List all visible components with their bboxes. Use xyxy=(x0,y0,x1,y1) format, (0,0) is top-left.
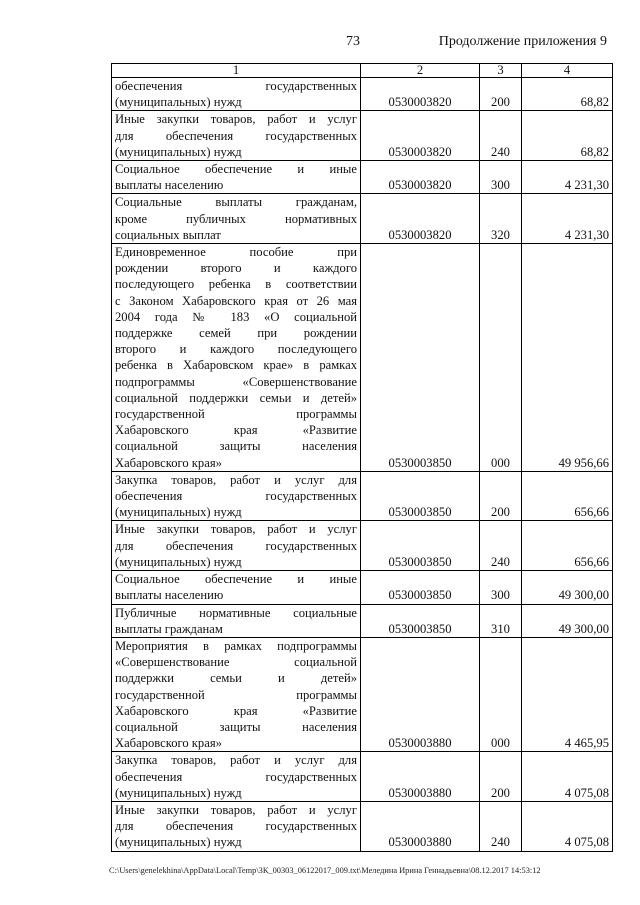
description-line: Хабаровского края» xyxy=(115,736,222,751)
target-article-code: 0530003880 xyxy=(361,752,480,802)
amount-cell: 656,66 xyxy=(522,471,613,521)
description-line: с Законом Хабаровского края от 26 мая xyxy=(115,293,357,308)
description-line: (муниципальных) нужд xyxy=(115,785,242,800)
description-line: для обеспечения государственных xyxy=(115,819,357,834)
expense-type-code: 200 xyxy=(480,78,522,111)
description-line: Публичные нормативные социальные xyxy=(115,605,357,620)
description-line: Иные закупки товаров, работ и услуг xyxy=(115,522,357,537)
description-line: Закупка товаров, работ и услуг для xyxy=(115,753,357,768)
table-row xyxy=(112,801,613,851)
description-line: последующего ребенка в соответствии xyxy=(115,277,357,292)
description-line: Мероприятия в рамках подпрограммы xyxy=(115,638,357,653)
row-description xyxy=(112,161,361,194)
column-header-1: 1 xyxy=(112,64,361,78)
expense-type-code: 000 xyxy=(480,637,522,751)
row-description xyxy=(112,78,361,111)
table-row xyxy=(112,637,613,751)
description-line: Хабаровского края «Развитие xyxy=(115,703,357,718)
amount-cell: 49 300,00 xyxy=(522,604,613,637)
description-line: Иные закупки товаров, работ и услуг xyxy=(115,802,357,817)
table-row xyxy=(112,471,613,521)
table-row xyxy=(112,521,613,571)
row-description xyxy=(112,752,361,802)
column-header-3: 3 xyxy=(480,64,522,78)
target-article-code: 0530003850 xyxy=(361,244,480,472)
description-line: Хабаровского края «Развитие xyxy=(115,423,357,438)
table-header-row xyxy=(112,64,613,78)
amount-cell: 656,66 xyxy=(522,521,613,571)
description-line: социальной поддержки семьи и детей» xyxy=(115,390,357,405)
description-line: ребенка в Хабаровском крае» в рамках xyxy=(115,358,357,373)
expense-type-code: 200 xyxy=(480,752,522,802)
amount-cell: 4 231,30 xyxy=(522,194,613,244)
description-line: Закупка товаров, работ и услуг для xyxy=(115,472,357,487)
description-line: государственной программы xyxy=(115,687,357,702)
column-header-2: 2 xyxy=(361,64,480,78)
description-line: Социальное обеспечение и иные xyxy=(115,162,357,177)
description-line: социальной защиты населения xyxy=(115,719,357,734)
description-line: кроме публичных нормативных xyxy=(115,211,357,226)
description-line: поддержки семьи и детей» xyxy=(115,671,357,686)
description-line: обеспечения государственных xyxy=(115,489,357,504)
file-path-footer: C:\Users\genelekhina\AppData\Local\Temp\ЗК_00303_06122017_009.txt\Меледина Ирина Геннадьевна\08.12.2017 14:53:12 xyxy=(109,866,541,875)
target-article-code: 0530003850 xyxy=(361,571,480,604)
expense-type-code: 300 xyxy=(480,571,522,604)
target-article-code: 0530003880 xyxy=(361,801,480,851)
description-line: «Совершенствование социальной xyxy=(115,655,357,670)
description-line: Хабаровского края» xyxy=(115,455,222,470)
amount-cell: 4 231,30 xyxy=(522,161,613,194)
description-line: 2004 года № 183 «О социальной xyxy=(115,309,357,324)
row-description xyxy=(112,604,361,637)
expense-type-code: 300 xyxy=(480,161,522,194)
description-line: социальных выплат xyxy=(115,227,221,242)
row-description xyxy=(112,244,361,472)
description-line: подпрограммы «Совершенствование xyxy=(115,374,357,389)
description-line: (муниципальных) нужд xyxy=(115,144,242,159)
table-row xyxy=(112,244,613,472)
description-line: выплаты населению xyxy=(115,178,224,193)
table-row xyxy=(112,604,613,637)
expense-type-code: 320 xyxy=(480,194,522,244)
description-line: второго и каждого последующего xyxy=(115,342,357,357)
description-line: (муниципальных) нужд xyxy=(115,95,242,110)
description-line: выплаты гражданам xyxy=(115,621,223,636)
target-article-code: 0530003850 xyxy=(361,471,480,521)
description-line: выплаты населению xyxy=(115,588,224,603)
expense-type-code: 240 xyxy=(480,521,522,571)
amount-cell: 68,82 xyxy=(522,111,613,161)
target-article-code: 0530003820 xyxy=(361,161,480,194)
target-article-code: 0530003820 xyxy=(361,78,480,111)
appendix-continuation-label: Продолжение приложения 9 xyxy=(438,34,607,49)
description-line: Единовременное пособие при xyxy=(115,245,357,260)
description-line: (муниципальных) нужд xyxy=(115,505,242,520)
expense-type-code: 240 xyxy=(480,801,522,851)
table-row xyxy=(112,78,613,111)
column-header-4: 4 xyxy=(522,64,613,78)
row-description xyxy=(112,521,361,571)
row-description xyxy=(112,571,361,604)
description-line: государственной программы xyxy=(115,407,357,422)
expense-type-code: 310 xyxy=(480,604,522,637)
description-line: поддержке семей при рождении xyxy=(115,326,357,341)
page-number: 73 xyxy=(346,34,360,49)
table-row xyxy=(112,571,613,604)
target-article-code: 0530003850 xyxy=(361,604,480,637)
description-line: обеспечения государственных xyxy=(115,769,357,784)
amount-cell: 49 956,66 xyxy=(522,244,613,472)
amount-cell: 4 075,08 xyxy=(522,752,613,802)
expense-type-code: 200 xyxy=(480,471,522,521)
target-article-code: 0530003880 xyxy=(361,637,480,751)
table-row xyxy=(112,752,613,802)
description-line: для обеспечения государственных xyxy=(115,538,357,553)
amount-cell: 49 300,00 xyxy=(522,571,613,604)
amount-cell: 68,82 xyxy=(522,78,613,111)
table-row xyxy=(112,111,613,161)
target-article-code: 0530003820 xyxy=(361,194,480,244)
row-description xyxy=(112,801,361,851)
table-body xyxy=(112,78,613,852)
row-description xyxy=(112,471,361,521)
amount-cell: 4 465,95 xyxy=(522,637,613,751)
description-line: (муниципальных) нужд xyxy=(115,554,242,569)
row-description xyxy=(112,111,361,161)
description-line: Социальные выплаты гражданам, xyxy=(115,195,357,210)
description-line: для обеспечения государственных xyxy=(115,128,357,143)
description-line: социальной защиты населения xyxy=(115,439,357,454)
budget-table xyxy=(111,63,613,852)
table-row xyxy=(112,161,613,194)
target-article-code: 0530003820 xyxy=(361,111,480,161)
expense-type-code: 000 xyxy=(480,244,522,472)
description-line: рождении второго и каждого xyxy=(115,261,357,276)
table-row xyxy=(112,194,613,244)
row-description xyxy=(112,637,361,751)
amount-cell: 4 075,08 xyxy=(522,801,613,851)
expense-type-code: 240 xyxy=(480,111,522,161)
row-description xyxy=(112,194,361,244)
target-article-code: 0530003850 xyxy=(361,521,480,571)
description-line: (муниципальных) нужд xyxy=(115,835,242,850)
description-line: Иные закупки товаров, работ и услуг xyxy=(115,112,357,127)
description-line: Социальное обеспечение и иные xyxy=(115,572,357,587)
description-line: обеспечения государственных xyxy=(115,79,357,93)
